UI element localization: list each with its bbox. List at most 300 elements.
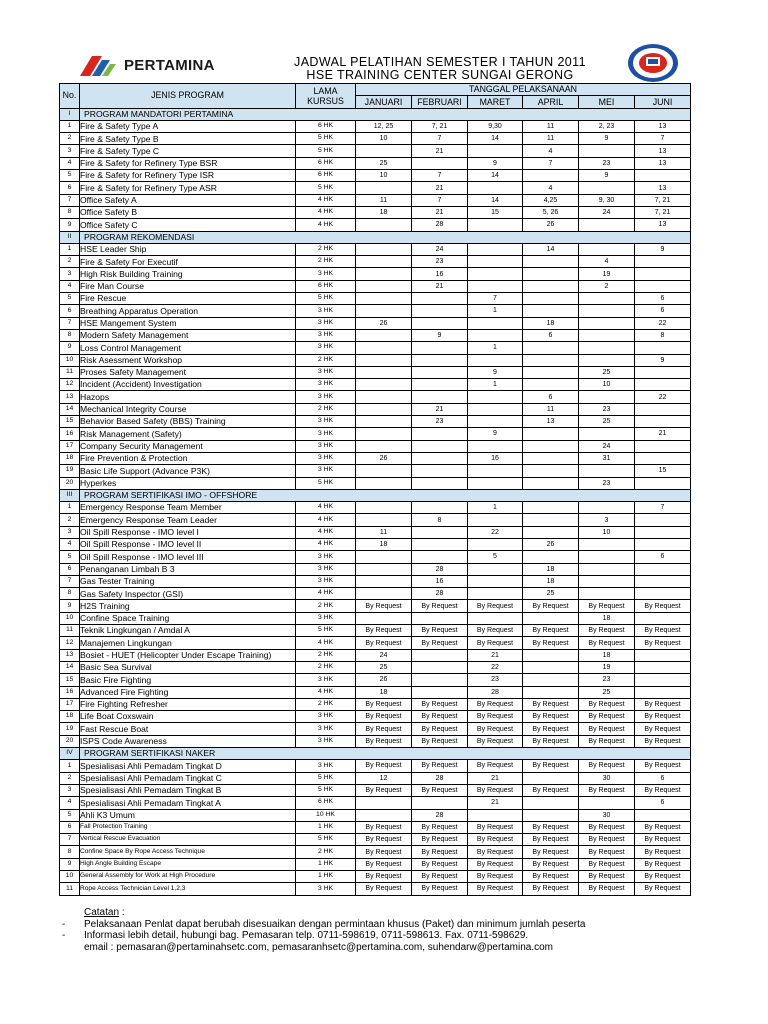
schedule-date: 24 — [412, 243, 468, 255]
program-name: Rope Access Technician Level 1,2,3 — [80, 883, 296, 895]
schedule-date: By Request — [412, 821, 468, 833]
schedule-date — [523, 354, 579, 366]
program-name: Oil Spill Response - IMO level I — [80, 526, 296, 538]
schedule-date — [356, 354, 412, 366]
program-name: Fire & Safety Type A — [80, 120, 296, 132]
schedule-date: 5 — [468, 551, 523, 563]
row-number: 9 — [60, 858, 80, 870]
table-row — [60, 625, 691, 637]
title-line-2: HSE TRAINING CENTER SUNGAI GERONG — [306, 68, 574, 82]
table-row — [60, 354, 691, 366]
schedule-date: By Request — [635, 821, 691, 833]
row-number: 14 — [60, 661, 80, 673]
schedule-date: By Request — [635, 600, 691, 612]
course-duration: 3 HK — [296, 268, 356, 280]
course-duration: 3 HK — [296, 452, 356, 464]
schedule-date: 22 — [635, 317, 691, 329]
schedule-date: 25 — [356, 661, 412, 673]
row-number: 17 — [60, 440, 80, 452]
schedule-date — [635, 403, 691, 415]
schedule-date — [468, 538, 523, 550]
schedule-date: 25 — [579, 686, 635, 698]
program-name: Fire & Safety Type C — [80, 145, 296, 157]
table-row — [60, 772, 691, 784]
schedule-date: By Request — [468, 784, 523, 796]
table-row — [60, 305, 691, 317]
schedule-date — [468, 182, 523, 194]
table-row — [60, 784, 691, 796]
program-name: Fall Protection Training — [80, 821, 296, 833]
note-item — [62, 919, 712, 931]
row-number: 12 — [60, 637, 80, 649]
schedule-date: 6 — [635, 551, 691, 563]
course-duration: 5 HK — [296, 133, 356, 145]
course-duration: 3 HK — [296, 723, 356, 735]
schedule-date: 6 — [635, 305, 691, 317]
schedule-date — [579, 391, 635, 403]
schedule-date: By Request — [356, 883, 412, 895]
schedule-date: 25 — [579, 366, 635, 378]
section-header-row — [60, 231, 691, 243]
table-row — [60, 219, 691, 231]
schedule-date: By Request — [579, 735, 635, 747]
program-name: Gas Tester Training — [80, 575, 296, 587]
table-row — [60, 391, 691, 403]
schedule-date — [356, 379, 412, 391]
schedule-date: 26 — [523, 219, 579, 231]
section-title: PROGRAM REKOMENDASI — [80, 231, 691, 243]
schedule-date: By Request — [635, 858, 691, 870]
program-name: Vertical Rescue Evacuation — [80, 834, 296, 846]
schedule-date: 31 — [579, 452, 635, 464]
schedule-date: By Request — [635, 871, 691, 883]
table-row — [60, 735, 691, 747]
table-row — [60, 502, 691, 514]
program-name: Loss Control Management — [80, 342, 296, 354]
schedule-date — [468, 403, 523, 415]
course-duration: 6 HK — [296, 170, 356, 182]
program-name: Oil Spill Response - IMO level III — [80, 551, 296, 563]
program-name: Risk Asessment Workshop — [80, 354, 296, 366]
schedule-date — [468, 514, 523, 526]
col-header-month: JANUARI — [356, 96, 412, 108]
schedule-date — [635, 649, 691, 661]
schedule-date — [523, 809, 579, 821]
schedule-date — [468, 575, 523, 587]
schedule-date: 24 — [579, 440, 635, 452]
row-number: 13 — [60, 391, 80, 403]
schedule-date — [635, 575, 691, 587]
schedule-date — [412, 391, 468, 403]
schedule-date — [468, 612, 523, 624]
schedule-date — [412, 293, 468, 305]
course-duration: 4 HK — [296, 219, 356, 231]
schedule-date — [635, 588, 691, 600]
row-number: 7 — [60, 194, 80, 206]
schedule-date: 7 — [468, 293, 523, 305]
table-row — [60, 821, 691, 833]
schedule-date: 10 — [579, 379, 635, 391]
schedule-date — [356, 403, 412, 415]
schedule-date: By Request — [579, 711, 635, 723]
schedule-date: By Request — [523, 784, 579, 796]
schedule-date: By Request — [356, 723, 412, 735]
schedule-date — [579, 354, 635, 366]
schedule-date: 9 — [579, 170, 635, 182]
table-row — [60, 157, 691, 169]
course-duration: 1 HK — [296, 858, 356, 870]
schedule-date — [468, 219, 523, 231]
program-name: Office Safety B — [80, 206, 296, 218]
course-duration: 6 HK — [296, 157, 356, 169]
schedule-date: 7, 21 — [412, 120, 468, 132]
table-row — [60, 686, 691, 698]
course-duration: 5 HK — [296, 772, 356, 784]
schedule-date: 1 — [468, 502, 523, 514]
schedule-date: By Request — [579, 871, 635, 883]
table-row — [60, 674, 691, 686]
schedule-date: By Request — [579, 723, 635, 735]
schedule-date: 13 — [635, 182, 691, 194]
course-duration: 3 HK — [296, 366, 356, 378]
row-number: 11 — [60, 883, 80, 895]
schedule-date: By Request — [579, 698, 635, 710]
schedule-date: 6 — [635, 797, 691, 809]
course-duration: 2 HK — [296, 600, 356, 612]
schedule-date — [468, 243, 523, 255]
schedule-date: By Request — [523, 711, 579, 723]
schedule-date: 9 — [468, 366, 523, 378]
schedule-date — [523, 170, 579, 182]
schedule-date: By Request — [468, 883, 523, 895]
schedule-date: 4 — [523, 182, 579, 194]
schedule-date — [356, 391, 412, 403]
schedule-date: 9 — [579, 133, 635, 145]
table-row — [60, 563, 691, 575]
table-row — [60, 280, 691, 292]
schedule-date — [579, 502, 635, 514]
schedule-date — [468, 477, 523, 489]
schedule-date: By Request — [412, 735, 468, 747]
schedule-date: By Request — [579, 883, 635, 895]
schedule-date — [412, 551, 468, 563]
schedule-date — [356, 416, 412, 428]
row-number: 3 — [60, 784, 80, 796]
course-duration: 3 HK — [296, 440, 356, 452]
schedule-date — [356, 366, 412, 378]
table-row — [60, 440, 691, 452]
schedule-date: 13 — [635, 219, 691, 231]
course-duration: 4 HK — [296, 637, 356, 649]
schedule-date: By Request — [635, 723, 691, 735]
schedule-date: 21 — [412, 280, 468, 292]
course-duration: 3 HK — [296, 883, 356, 895]
program-name: Behavior Based Safety (BBS) Training — [80, 416, 296, 428]
course-duration: 3 HK — [296, 674, 356, 686]
schedule-date: 18 — [523, 575, 579, 587]
schedule-date: By Request — [523, 846, 579, 858]
table-row — [60, 711, 691, 723]
table-row — [60, 428, 691, 440]
program-name: Office Safety A — [80, 194, 296, 206]
note-text: Pelaksanaan Penlat dapat berubah disesuaikan dengan permintaan khusus (Paket) dan minimum jumlah peserta — [84, 918, 586, 930]
schedule-date: By Request — [635, 834, 691, 846]
schedule-date: 24 — [356, 649, 412, 661]
table-row — [60, 465, 691, 477]
col-header-lama: LAMA KURSUS — [296, 84, 356, 109]
notes-caption: Catatan — [84, 907, 120, 918]
course-duration: 5 HK — [296, 145, 356, 157]
schedule-date: 21 — [468, 772, 523, 784]
schedule-date — [523, 293, 579, 305]
schedule-date: 23 — [412, 256, 468, 268]
col-header-month: MARET — [468, 96, 523, 108]
schedule-date — [412, 342, 468, 354]
schedule-date — [468, 416, 523, 428]
course-duration: 10 HK — [296, 809, 356, 821]
schedule-date: By Request — [523, 637, 579, 649]
schedule-date: By Request — [412, 600, 468, 612]
schedule-date — [468, 563, 523, 575]
schedule-date — [356, 268, 412, 280]
schedule-date — [523, 502, 579, 514]
schedule-date: 13 — [523, 416, 579, 428]
row-number: 20 — [60, 477, 80, 489]
schedule-date: 12 — [356, 772, 412, 784]
program-name: Proses Safety Management — [80, 366, 296, 378]
schedule-date: 21 — [412, 145, 468, 157]
section-number: IV — [60, 748, 80, 760]
schedule-date: By Request — [412, 834, 468, 846]
schedule-date — [579, 305, 635, 317]
schedule-date — [412, 686, 468, 698]
schedule-date — [356, 465, 412, 477]
course-duration: 4 HK — [296, 588, 356, 600]
row-number: 6 — [60, 563, 80, 575]
schedule-date: 18 — [579, 649, 635, 661]
schedule-date — [356, 293, 412, 305]
row-number: 13 — [60, 649, 80, 661]
table-row — [60, 698, 691, 710]
schedule-date: By Request — [635, 625, 691, 637]
schedule-date: By Request — [635, 846, 691, 858]
schedule-date — [523, 379, 579, 391]
program-name: Breathing Apparatus Operation — [80, 305, 296, 317]
program-name: Fire Fighting Refresher — [80, 698, 296, 710]
schedule-date — [468, 391, 523, 403]
program-name: Oil Spill Response - IMO level II — [80, 538, 296, 550]
program-name: Fire Rescue — [80, 293, 296, 305]
schedule-date — [356, 612, 412, 624]
row-number: 16 — [60, 428, 80, 440]
schedule-date: By Request — [579, 784, 635, 796]
schedule-date: By Request — [523, 858, 579, 870]
table-row — [60, 612, 691, 624]
schedule-date — [635, 416, 691, 428]
course-duration: 3 HK — [296, 391, 356, 403]
schedule-date: 30 — [579, 809, 635, 821]
schedule-date: 4 — [579, 256, 635, 268]
schedule-date: By Request — [468, 723, 523, 735]
schedule-date: 19 — [579, 661, 635, 673]
schedule-date — [523, 366, 579, 378]
schedule-date: By Request — [356, 871, 412, 883]
row-number: 14 — [60, 403, 80, 415]
schedule-date: 23 — [579, 674, 635, 686]
schedule-date: 21 — [468, 797, 523, 809]
program-name: Emergency Response Team Leader — [80, 514, 296, 526]
schedule-date: 25 — [356, 157, 412, 169]
schedule-date — [635, 563, 691, 575]
note-bullet: - — [62, 918, 66, 930]
schedule-date: By Request — [468, 871, 523, 883]
row-number: 2 — [60, 772, 80, 784]
pertamina-logo-mark-icon — [76, 52, 120, 78]
schedule-date: 28 — [412, 588, 468, 600]
row-number: 5 — [60, 293, 80, 305]
course-duration: 6 HK — [296, 120, 356, 132]
program-name: Incident (Accident) Investigation — [80, 379, 296, 391]
course-duration: 3 HK — [296, 551, 356, 563]
schedule-date — [468, 354, 523, 366]
schedule-date: 1 — [468, 379, 523, 391]
schedule-date — [468, 317, 523, 329]
course-duration: 4 HK — [296, 502, 356, 514]
schedule-date: 14 — [468, 194, 523, 206]
program-name: Spesialisasi Ahli Pemadam Tingkat A — [80, 797, 296, 809]
schedule-date: 14 — [468, 133, 523, 145]
schedule-date: By Request — [356, 698, 412, 710]
section-number: II — [60, 231, 80, 243]
schedule-date: By Request — [356, 637, 412, 649]
schedule-date — [468, 268, 523, 280]
table-row — [60, 170, 691, 182]
schedule-date: By Request — [468, 600, 523, 612]
table-row — [60, 206, 691, 218]
row-number: 7 — [60, 575, 80, 587]
table-row — [60, 342, 691, 354]
program-name: General Assembly for Work at High Procedure — [80, 871, 296, 883]
schedule-date: 16 — [412, 268, 468, 280]
schedule-date — [523, 440, 579, 452]
table-row — [60, 416, 691, 428]
schedule-date: By Request — [579, 846, 635, 858]
program-name: Spesialisasi Ahli Pemadam Tingkat D — [80, 760, 296, 772]
program-name: Penanganan Limbah B 3 — [80, 563, 296, 575]
table-row — [60, 293, 691, 305]
schedule-date: By Request — [412, 784, 468, 796]
schedule-date: 23 — [579, 477, 635, 489]
schedule-date: By Request — [412, 637, 468, 649]
schedule-date: By Request — [468, 846, 523, 858]
schedule-date — [523, 268, 579, 280]
row-number: 9 — [60, 342, 80, 354]
table-row — [60, 317, 691, 329]
schedule-date: By Request — [468, 735, 523, 747]
table-row — [60, 760, 691, 772]
schedule-date: 28 — [468, 686, 523, 698]
schedule-date: 19 — [579, 268, 635, 280]
program-name: Fire & Safety for Refinery Type ASR — [80, 182, 296, 194]
schedule-date: 1 — [468, 305, 523, 317]
program-name: High Risk Building Training — [80, 268, 296, 280]
row-number: 3 — [60, 526, 80, 538]
course-duration: 3 HK — [296, 428, 356, 440]
course-duration: 5 HK — [296, 182, 356, 194]
row-number: 6 — [60, 305, 80, 317]
schedule-date — [523, 551, 579, 563]
program-name: Spesialisasi Ahli Pemadam Tingkat B — [80, 784, 296, 796]
schedule-date — [356, 563, 412, 575]
course-duration: 4 HK — [296, 194, 356, 206]
schedule-date — [523, 280, 579, 292]
schedule-date — [356, 477, 412, 489]
row-number: 8 — [60, 846, 80, 858]
table-row — [60, 600, 691, 612]
schedule-date: By Request — [635, 784, 691, 796]
schedule-date — [412, 502, 468, 514]
section-header-row — [60, 108, 691, 120]
table-row — [60, 243, 691, 255]
schedule-date — [356, 145, 412, 157]
schedule-date: 2 — [579, 280, 635, 292]
section-number: III — [60, 489, 80, 501]
schedule-date: By Request — [468, 711, 523, 723]
course-duration: 4 HK — [296, 526, 356, 538]
schedule-date: 24 — [579, 206, 635, 218]
row-number: 3 — [60, 145, 80, 157]
col-header-month: APRIL — [523, 96, 579, 108]
table-row — [60, 120, 691, 132]
schedule-date: By Request — [579, 760, 635, 772]
schedule-date — [635, 674, 691, 686]
schedule-date: 18 — [356, 538, 412, 550]
schedule-date: 1 — [468, 342, 523, 354]
schedule-date — [356, 502, 412, 514]
schedule-date — [356, 575, 412, 587]
table-row — [60, 649, 691, 661]
schedule-date: 5, 26 — [523, 206, 579, 218]
course-duration: 3 HK — [296, 416, 356, 428]
schedule-date: 9, 30 — [579, 194, 635, 206]
schedule-date: By Request — [579, 858, 635, 870]
col-header-no: No. — [60, 84, 80, 109]
table-row — [60, 329, 691, 341]
schedule-date — [412, 649, 468, 661]
program-name: H2S Training — [80, 600, 296, 612]
schedule-date: 11 — [523, 133, 579, 145]
schedule-date: 14 — [523, 243, 579, 255]
schedule-date — [468, 256, 523, 268]
schedule-date — [412, 797, 468, 809]
schedule-date: By Request — [356, 858, 412, 870]
row-number: 10 — [60, 612, 80, 624]
schedule-date — [635, 612, 691, 624]
table-row — [60, 133, 691, 145]
program-name: High Angle Building Escape — [80, 858, 296, 870]
schedule-date — [635, 514, 691, 526]
schedule-date: 15 — [635, 465, 691, 477]
table-row — [60, 526, 691, 538]
row-number: 11 — [60, 366, 80, 378]
table-row — [60, 194, 691, 206]
program-name: Fire & Safety Type B — [80, 133, 296, 145]
schedule-date: By Request — [635, 760, 691, 772]
page-title — [230, 56, 650, 82]
table-row — [60, 514, 691, 526]
schedule-date: By Request — [523, 723, 579, 735]
schedule-date — [635, 170, 691, 182]
